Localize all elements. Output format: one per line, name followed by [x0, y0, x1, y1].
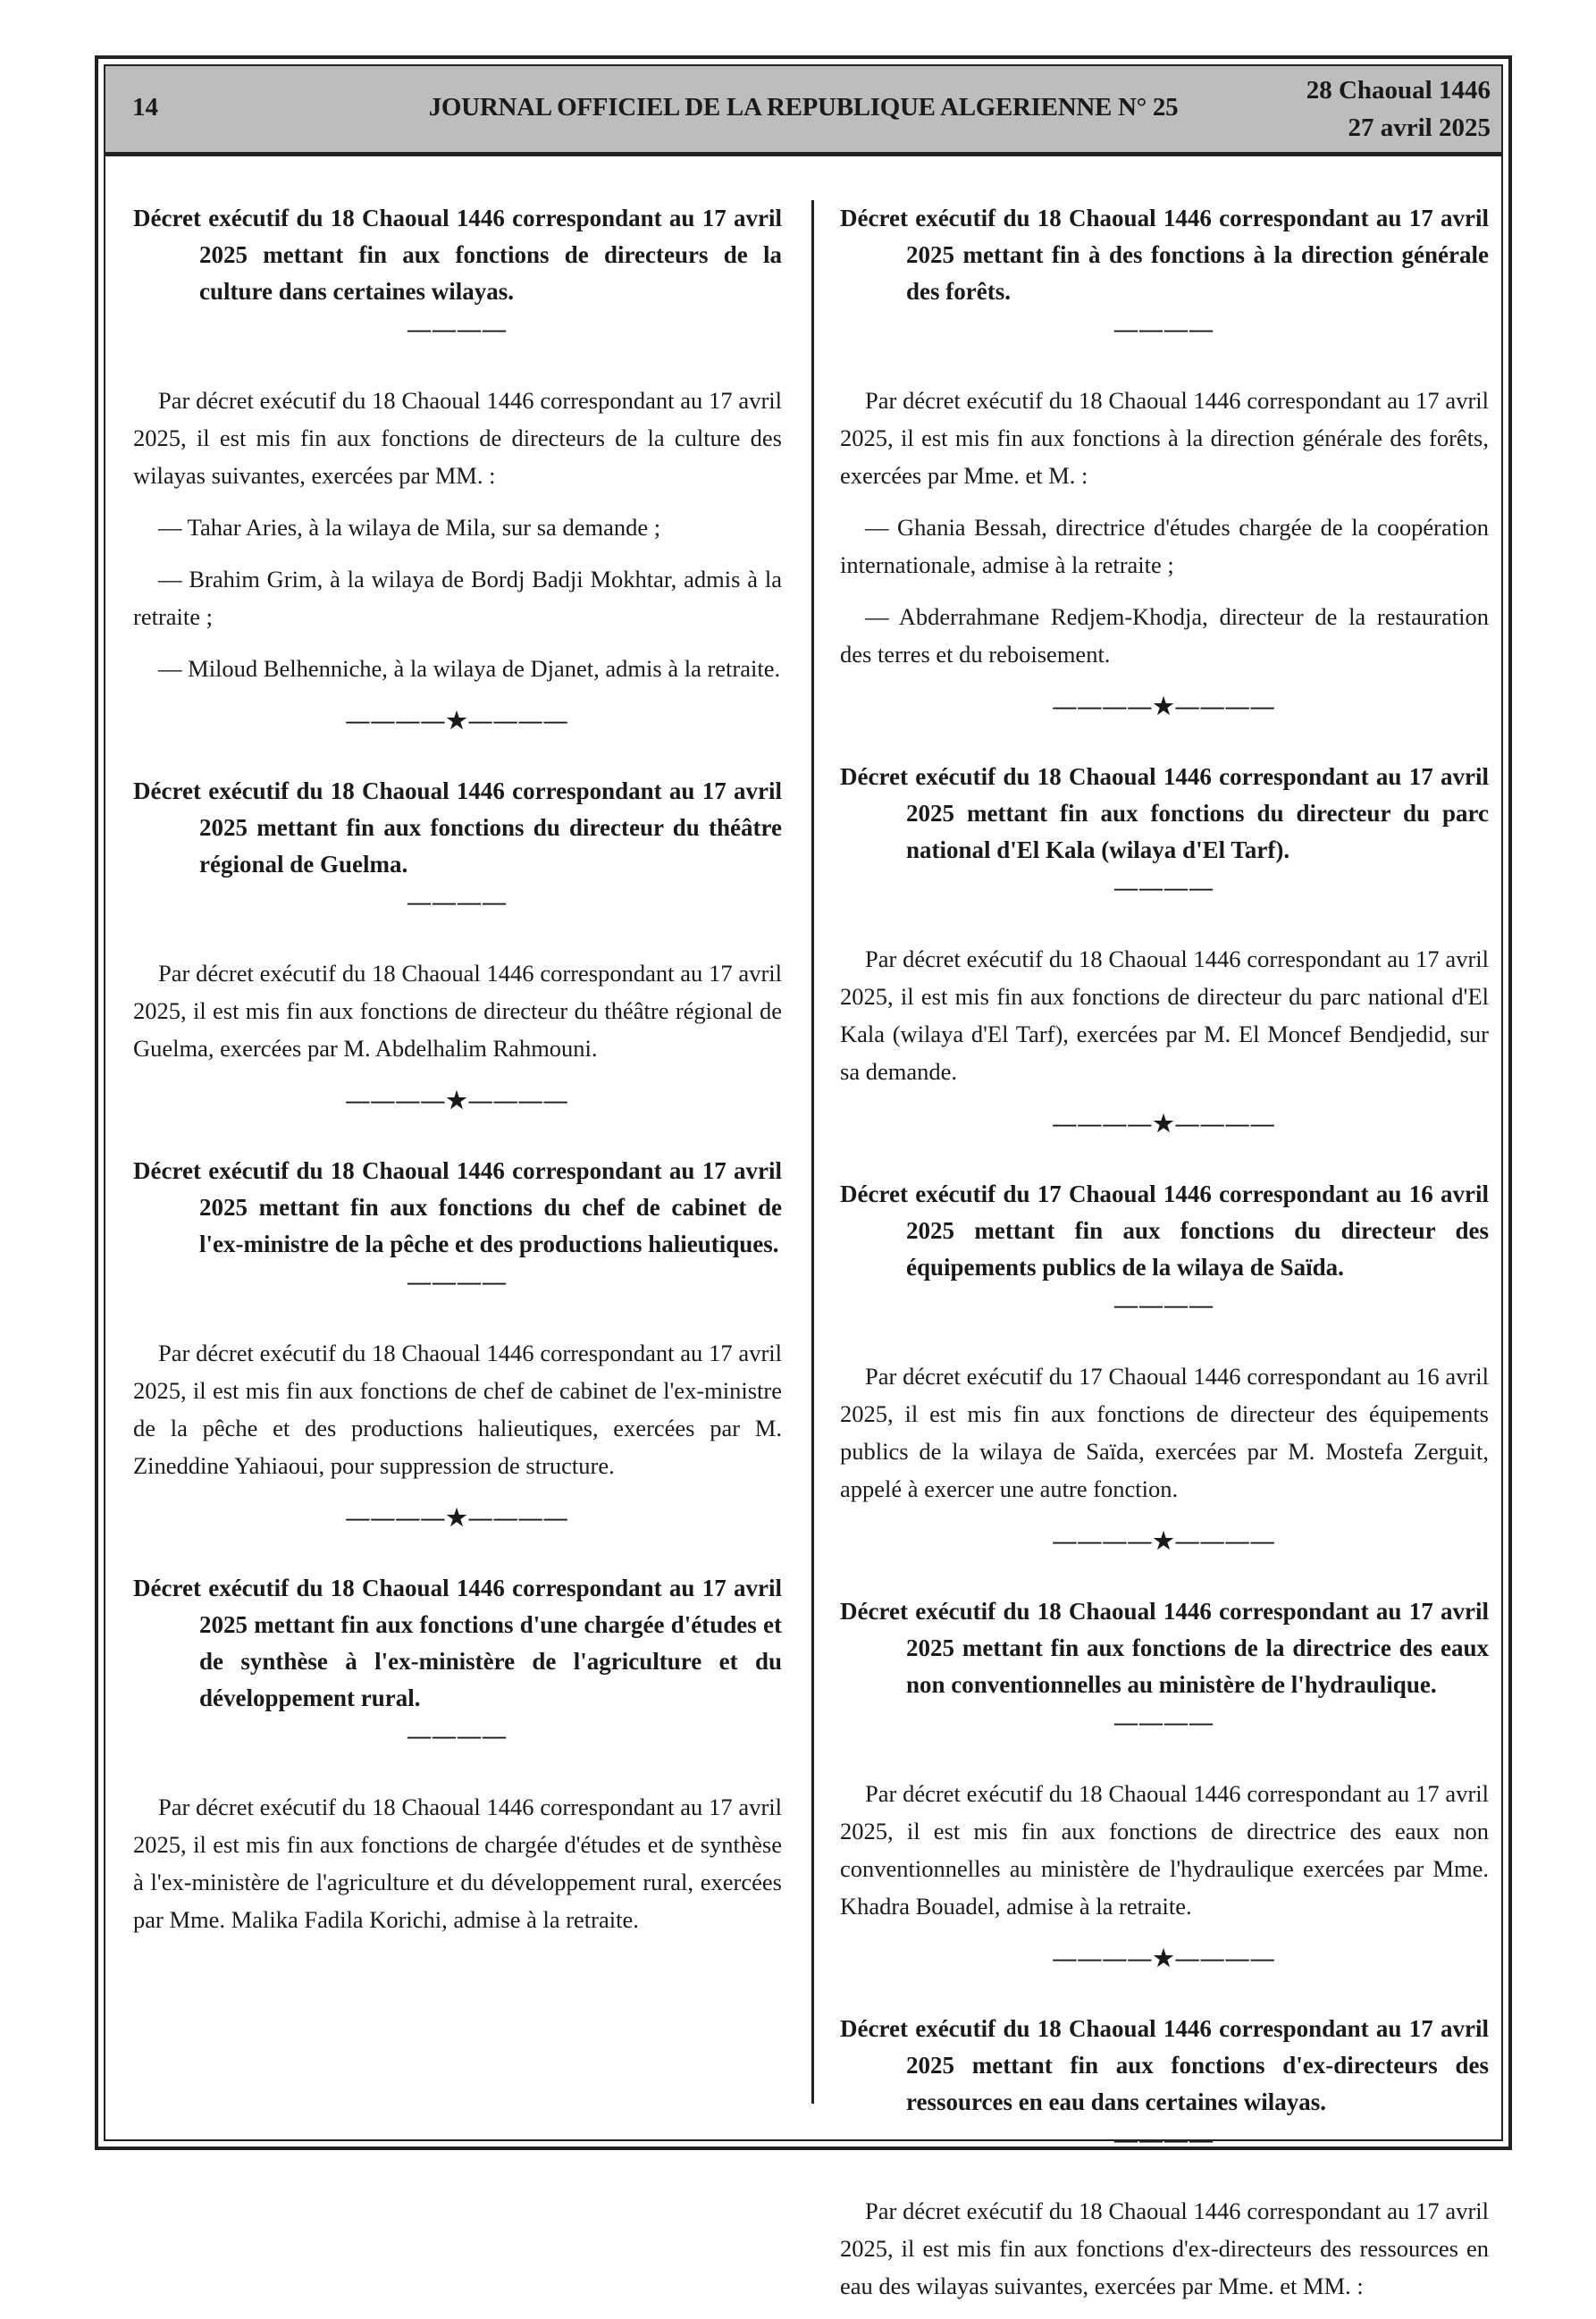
heading-separator: ———— — [407, 1269, 508, 1295]
date-gregorian: 27 avril 2025 — [1348, 113, 1491, 142]
star-separator: ————★———— — [1053, 693, 1276, 719]
page-number: 14 — [132, 93, 158, 122]
page-inner-frame — [104, 64, 1503, 2299]
journal-title: JOURNAL OFFICIEL DE LA REPUBLIQUE ALGERIENNE N° 25 — [428, 93, 1179, 122]
decree-section — [133, 1570, 782, 1938]
decree-paragraph: — Miloud Belhenniche, à la wilaya de Djanet, admis à la retraite. — [158, 655, 781, 682]
decree-heading: Décret exécutif du 17 Chaoual 1446 correspondant au 16 avril 2025 mettant fin aux fonctions du directeur des équipements publics de la wilaya de Saïda. — [840, 1181, 1489, 1281]
decree-section — [840, 759, 1489, 1144]
star-separator: ————★———— — [346, 708, 569, 734]
date-hijri: 28 Chaoual 1446 — [1306, 76, 1491, 105]
heading-separator: ———— — [407, 889, 508, 915]
star-separator: ————★———— — [346, 1505, 569, 1531]
heading-separator: ———— — [407, 1723, 508, 1749]
star-separator: ————★———— — [346, 1088, 569, 1113]
decree-section — [840, 1176, 1489, 1561]
decree-paragraph: Par décret exécutif du 18 Chaoual 1446 correspondant au 17 avril 2025, il est mis fin aux fonctions de directrice des eaux non conventionnelles au ministère de l'hydraulique exercées par Mme. Khadra Bouadel, admise à la retraite. — [840, 1780, 1489, 1920]
decree-paragraph: Par décret exécutif du 18 Chaoual 1446 correspondant au 17 avril 2025, il est mis fin aux fonctions de directeur du théâtre régional de Guelma, exercées par M. Abdelhalim Rahmouni. — [133, 960, 782, 1062]
decree-heading: Décret exécutif du 18 Chaoual 1446 correspondant au 17 avril 2025 mettant fin aux fonctions d'ex-directeurs des ressources en eau dans certaines wilayas. — [840, 2015, 1489, 2115]
heading-separator: ———— — [1114, 875, 1214, 901]
left-column — [133, 200, 782, 1953]
decree-section — [840, 1593, 1489, 1979]
decree-paragraph: Par décret exécutif du 18 Chaoual 1446 correspondant au 17 avril 2025, il est mis fin aux fonctions de chargée d'études et de synthèse à l'ex-ministère de l'agriculture et du développement rural, exercées par Mme. Malika Fadila Korichi, admise à la retraite. — [133, 1794, 782, 1933]
star-separator: ————★———— — [1053, 1945, 1276, 1971]
column-divider — [811, 200, 814, 2104]
decree-paragraph: — Abderrahmane Redjem-Khodja, directeur de la restauration des terres et du reboisement. — [840, 603, 1489, 668]
decree-section — [840, 200, 1489, 727]
decree-paragraph: Par décret exécutif du 18 Chaoual 1446 correspondant au 17 avril 2025, il est mis fin aux fonctions de chef de cabinet de l'ex-ministre de la pêche et des productions halieutiques, exercées par M. Zineddine Yahiaoui, pour suppression de structure. — [133, 1340, 782, 1479]
decree-section — [133, 200, 782, 741]
star-separator: ————★———— — [1053, 1528, 1276, 1554]
decree-paragraph: Par décret exécutif du 18 Chaoual 1446 correspondant au 17 avril 2025, il est mis fin aux fonctions de directeur du parc national d'El Kala (wilaya d'El Tarf), exercées par M. El Moncef Bendjedid, sur sa demande. — [840, 945, 1489, 1085]
decree-heading: Décret exécutif du 18 Chaoual 1446 correspondant au 17 avril 2025 mettant fin aux fonctions du directeur du théâtre régional de Guelma. — [133, 777, 782, 878]
star-separator: ————★———— — [1053, 1111, 1276, 1137]
decree-section — [133, 1153, 782, 1538]
heading-separator: ———— — [1114, 316, 1214, 342]
heading-separator: ———— — [407, 316, 508, 342]
right-column — [840, 200, 1489, 2319]
decree-paragraph: Par décret exécutif du 18 Chaoual 1446 correspondant au 17 avril 2025, il est mis fin aux fonctions d'ex-directeurs des ressources en eau des wilayas suivantes, exercées par Mme. et MM. : — [840, 2197, 1489, 2299]
decree-paragraph: Par décret exécutif du 18 Chaoual 1446 correspondant au 17 avril 2025, il est mis fin aux fonctions à la direction générale des forêts, exercées par Mme. et M. : — [840, 387, 1489, 489]
decree-section — [133, 773, 782, 1121]
heading-separator: ———— — [1114, 2127, 1214, 2153]
decree-heading: Décret exécutif du 18 Chaoual 1446 correspondant au 17 avril 2025 mettant fin à des fonctions à la direction générale des forêts. — [840, 205, 1489, 305]
heading-separator: ———— — [1114, 1710, 1214, 1735]
heading-separator: ———— — [1114, 1292, 1214, 1318]
journal-header — [105, 66, 1501, 156]
decree-paragraph: — Tahar Aries, à la wilaya de Mila, sur sa demande ; — [158, 514, 661, 541]
decree-paragraph: Par décret exécutif du 18 Chaoual 1446 correspondant au 17 avril 2025, il est mis fin aux fonctions de directeurs de la culture des wilayas suivantes, exercées par MM. : — [133, 387, 782, 489]
decree-heading: Décret exécutif du 18 Chaoual 1446 correspondant au 17 avril 2025 mettant fin aux fonctions du directeur du parc national d'El Kala (wilaya d'El Tarf). — [840, 763, 1489, 863]
decree-heading: Décret exécutif du 18 Chaoual 1446 correspondant au 17 avril 2025 mettant fin aux fonctions de directeurs de la culture dans certaines wilayas. — [133, 205, 782, 305]
decree-section — [840, 2011, 1489, 2305]
decree-heading: Décret exécutif du 18 Chaoual 1446 correspondant au 17 avril 2025 mettant fin aux fonctions de la directrice des eaux non conventionnelles au ministère de l'hydraulique. — [840, 1598, 1489, 1698]
decree-heading: Décret exécutif du 18 Chaoual 1446 correspondant au 17 avril 2025 mettant fin aux fonctions du chef de cabinet de l'ex-ministre de la pêche et des productions halieutiques. — [133, 1157, 782, 1257]
decree-paragraph: — Brahim Grim, à la wilaya de Bordj Badji Mokhtar, admis à la retraite ; — [133, 566, 782, 630]
page-frame — [95, 55, 1512, 2299]
decree-paragraph: Par décret exécutif du 17 Chaoual 1446 correspondant au 16 avril 2025, il est mis fin aux fonctions de directeur des équipements publics de la wilaya de Saïda, exercées par M. Mostefa Zerguit, appelé à exercer une autre fonction. — [840, 1363, 1489, 1502]
decree-heading: Décret exécutif du 18 Chaoual 1446 correspondant au 17 avril 2025 mettant fin aux fonctions d'une chargée d'études et de synthèse à l'ex-ministère de l'agriculture et du développement rural. — [133, 1575, 782, 1711]
decree-paragraph: — Ghania Bessah, directrice d'études chargée de la coopération internationale, admise à la retraite ; — [840, 514, 1489, 578]
issue-date — [1306, 71, 1491, 147]
